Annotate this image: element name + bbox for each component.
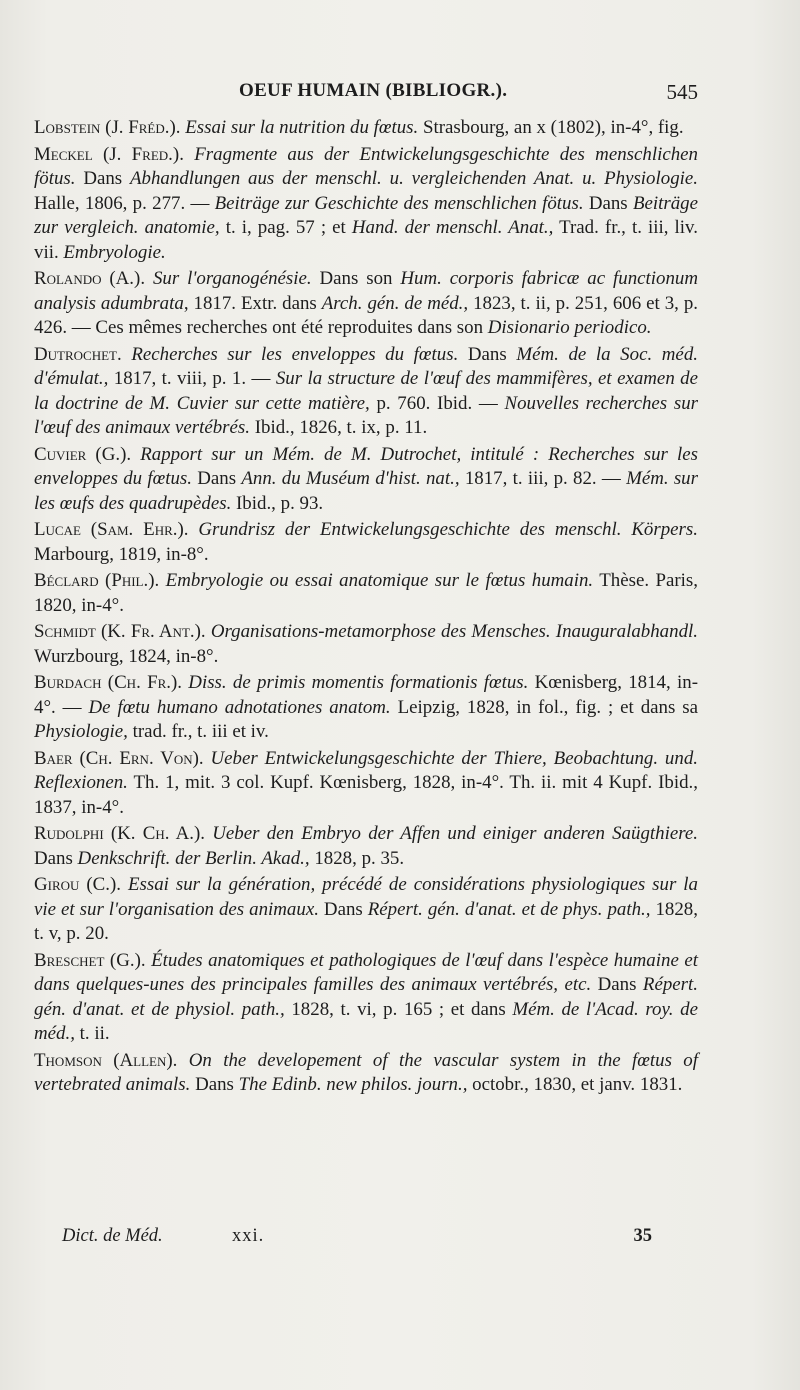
entry-text: octobr., 1830, et janv. 1831. bbox=[467, 1074, 683, 1095]
entry-title-italic: Fragmente aus der Entwickelungsgeschichte des menschlichen fötus. bbox=[34, 143, 698, 189]
entry-title-italic: Arch. gén. de méd., bbox=[321, 292, 469, 314]
entry-title-italic: Ann. du Muséum d'hist. nat., bbox=[241, 468, 460, 489]
entry-author: Béclard (Phil.). bbox=[34, 570, 160, 591]
entry-author: Lucae (Sam. Ehr.). bbox=[34, 519, 189, 540]
entry-text bbox=[189, 519, 199, 540]
entry-text: 1828, t. v, p. 20. bbox=[34, 898, 698, 944]
entry-title-italic: Hand. der menschl. Anat., bbox=[351, 217, 554, 238]
entry-author: Meckel (J. Fred.). bbox=[34, 143, 184, 165]
entry-title-italic: Denkschrift. der Berlin. Akad., bbox=[77, 847, 310, 869]
entry-author: Cuvier (G.). bbox=[34, 443, 132, 465]
entry-title-italic: Beiträge zur vergleich. anatomie, bbox=[34, 192, 698, 238]
entry-text: Marbourg, 1819, in-8°. bbox=[34, 543, 209, 565]
entry-text: Dans bbox=[190, 1074, 239, 1095]
entry-title-italic: Répert. gén. d'anat. et de phys. path., bbox=[367, 898, 651, 920]
bibliography-entry bbox=[34, 620, 698, 669]
entry-text: trad. fr., t. iii et iv. bbox=[127, 721, 269, 742]
entry-text bbox=[122, 344, 132, 365]
entry-title-italic: Recherches sur les enveloppes du fœtus. bbox=[131, 343, 459, 365]
entry-author: Baer (Ch. Ern. Von). bbox=[34, 747, 204, 769]
entry-text: 1828, p. 35. bbox=[309, 847, 405, 869]
entry-title-italic: De fœtu humano adnotationes anatom. bbox=[88, 696, 391, 718]
entry-text: Dans bbox=[34, 847, 78, 869]
bibliography-entry bbox=[34, 143, 698, 266]
entry-title-italic: Répert. gén. d'anat. et de physiol. path., bbox=[34, 974, 698, 1020]
entry-author: Thomson (Allen). bbox=[34, 1049, 178, 1071]
entry-text bbox=[177, 1050, 188, 1071]
entry-title-italic: On the developement of the vascular system in the fœtus of vertebrated animals. bbox=[34, 1049, 698, 1095]
entry-title-italic: Diss. de primis momentis formationis fœtus. bbox=[188, 672, 529, 693]
entry-title-italic: Disionario periodico. bbox=[487, 317, 652, 338]
running-title: OEUF HUMAIN (BIBLIOGR.). bbox=[239, 80, 508, 101]
entry-text: Dans bbox=[583, 192, 633, 214]
bibliography-entry bbox=[34, 343, 698, 441]
entry-title-italic: Sur l'organogénésie. bbox=[152, 268, 312, 289]
signature-mark: 35 bbox=[633, 1226, 652, 1246]
entry-author: Schmidt (K. Fr. Ant.). bbox=[34, 621, 206, 642]
entry-author: Lobstein (J. Fréd.). bbox=[34, 117, 181, 138]
entry-title-italic: The Edinb. new philos. journ., bbox=[238, 1074, 468, 1095]
entry-title-italic: Embryologie. bbox=[63, 241, 166, 263]
entry-title-italic: Organisations-metamorphose des Mensches. Inauguralabhandl. bbox=[210, 621, 698, 642]
entry-author: Burdach (Ch. Fr.). bbox=[34, 672, 182, 693]
entry-text: t. i, pag. 57 ; et bbox=[219, 217, 352, 238]
entry-text: Dans bbox=[591, 974, 643, 995]
entry-text: p. 760. Ibid. — bbox=[369, 392, 505, 414]
bibliography-entry bbox=[34, 569, 698, 618]
entry-title-italic: Ueber Entwickelungsgeschichte der Thiere, Beobachtung. und. Reflexionen. bbox=[34, 747, 698, 793]
bibliography-entry bbox=[34, 116, 698, 141]
entry-title-italic: Abhandlungen aus der menschl. u. vergleichenden Anat. u. Physiologie. bbox=[130, 168, 698, 189]
bibliography-entry bbox=[34, 671, 698, 745]
entry-author: Breschet (G.). bbox=[34, 949, 146, 971]
entry-text: Dans bbox=[318, 898, 368, 920]
entry-text: Dans son bbox=[311, 268, 401, 289]
entry-text: 1817, t. iii, p. 82. — bbox=[459, 468, 627, 489]
entry-title-italic: Grundrisz der Entwickelungsgeschichte des menschl. Körpers. bbox=[198, 519, 698, 540]
entry-text: 1828, t. vi, p. 165 ; et dans bbox=[284, 998, 513, 1020]
entry-title-italic: Hum. corporis fabricæ ac functionum analysis adumbrata bbox=[34, 268, 699, 314]
entry-text: Strasbourg, an x (1802), in-4°, fig. bbox=[418, 117, 684, 138]
entry-text: Wurzbourg, 1824, in-8°. bbox=[34, 645, 219, 667]
page-number: 545 bbox=[666, 80, 698, 104]
entry-title-italic: Essai sur la génération, précédé de considérations physiologiques sur la vie et sur l'organisation des animaux. bbox=[34, 874, 698, 920]
entry-text: t. ii. bbox=[74, 1023, 110, 1044]
entry-text: Kœnisberg, 1814, in-4°. — bbox=[34, 672, 698, 718]
entry-text bbox=[184, 144, 194, 165]
entry-title-italic: Rapport sur un Mém. de M. Dutrochet, intitulé : Recherches sur les enveloppes du fœtus. bbox=[34, 443, 698, 489]
entry-title-italic: Mém. de l'Acad. roy. de méd., bbox=[34, 998, 698, 1044]
bibliography-entry bbox=[34, 267, 698, 341]
footer-volume: xxi. bbox=[232, 1226, 265, 1246]
entry-text bbox=[204, 748, 211, 769]
entry-title-italic: Études anatomiques et pathologiques de l'œuf dans l'espèce humaine et dans quelques-unes des principales familles des animaux vertébrés, etc. bbox=[34, 949, 698, 995]
entry-text bbox=[131, 444, 140, 465]
entry-author: Dutrochet. bbox=[34, 343, 122, 365]
entry-title-italic: Nouvelles recherches sur l'œuf des animaux vertébrés. bbox=[34, 392, 698, 438]
entry-author: Girou (C.). bbox=[34, 874, 122, 895]
entry-text: 1817, t. viii, p. 1. — bbox=[108, 368, 276, 389]
entry-text: Dans bbox=[191, 468, 242, 489]
footer-title: Dict. de Méd. bbox=[62, 1226, 163, 1246]
entry-title-italic: Ueber den Embryo der Affen und einiger anderen Saügthiere. bbox=[212, 823, 698, 844]
entry-text: Leipzig, 1828, in fol., fig. ; et dans sa bbox=[390, 696, 698, 718]
entry-title-italic: Mém. de la Soc. méd. d'émulat., bbox=[34, 343, 698, 389]
entry-text: Th. 1, mit. 3 col. Kupf. Kœnisberg, 1828, in-4°. Th. ii. mit 4 Kupf. Ibid., 1837, in-4°. bbox=[34, 772, 698, 818]
entry-text: Ibid., 1826, t. ix, p. 11. bbox=[250, 417, 428, 438]
entry-text: Dans bbox=[458, 343, 517, 365]
entry-text bbox=[121, 874, 128, 895]
entry-title-italic: Physiologie, bbox=[34, 721, 128, 742]
page-header bbox=[34, 80, 698, 110]
entry-text: Thèse. Paris, 1820, in-4°. bbox=[34, 570, 698, 616]
entry-title-italic: Mém. sur les œufs des quadrupèdes. bbox=[34, 468, 698, 514]
bibliography-entry bbox=[34, 518, 698, 567]
entry-text: Halle, 1806, p. 277. — bbox=[34, 192, 215, 214]
bibliography-entry bbox=[34, 949, 698, 1047]
page-footer bbox=[62, 1226, 652, 1254]
bibliography-entry bbox=[34, 873, 698, 947]
entry-text bbox=[145, 268, 153, 289]
bibliography-entry bbox=[34, 1049, 698, 1098]
entry-text: 1823, t. ii, p. 251, 606 et 3, p. 426. — Ces mêmes recherches ont été reproduites dans son bbox=[34, 292, 699, 338]
bibliography-entry bbox=[34, 747, 698, 821]
entry-title-italic: Beiträge zur Geschichte des menschlichen fötus. bbox=[214, 192, 584, 214]
bibliography-entry bbox=[34, 822, 698, 871]
entry-title-italic: Essai sur la nutrition du fœtus. bbox=[185, 117, 419, 138]
bibliography-list bbox=[34, 116, 698, 1100]
entry-text: Ibid., p. 93. bbox=[231, 492, 324, 514]
entry-text: Trad. fr., t. iii, liv. vii. bbox=[34, 217, 698, 263]
entry-text: Dans bbox=[75, 168, 130, 189]
entry-author: Rolando (A.). bbox=[34, 268, 146, 289]
entry-author: Rudolphi (K. Ch. A.). bbox=[34, 823, 206, 844]
entry-title-italic: Sur la structure de l'œuf des mammifères, et examen de la doctrine de M. Cuvier sur cette matière, bbox=[34, 368, 698, 414]
entry-title-italic: Embryologie ou essai anatomique sur le fœtus humain. bbox=[165, 570, 594, 591]
bibliography-entry bbox=[34, 443, 698, 517]
entry-text: , 1817. Extr. dans bbox=[183, 292, 322, 314]
